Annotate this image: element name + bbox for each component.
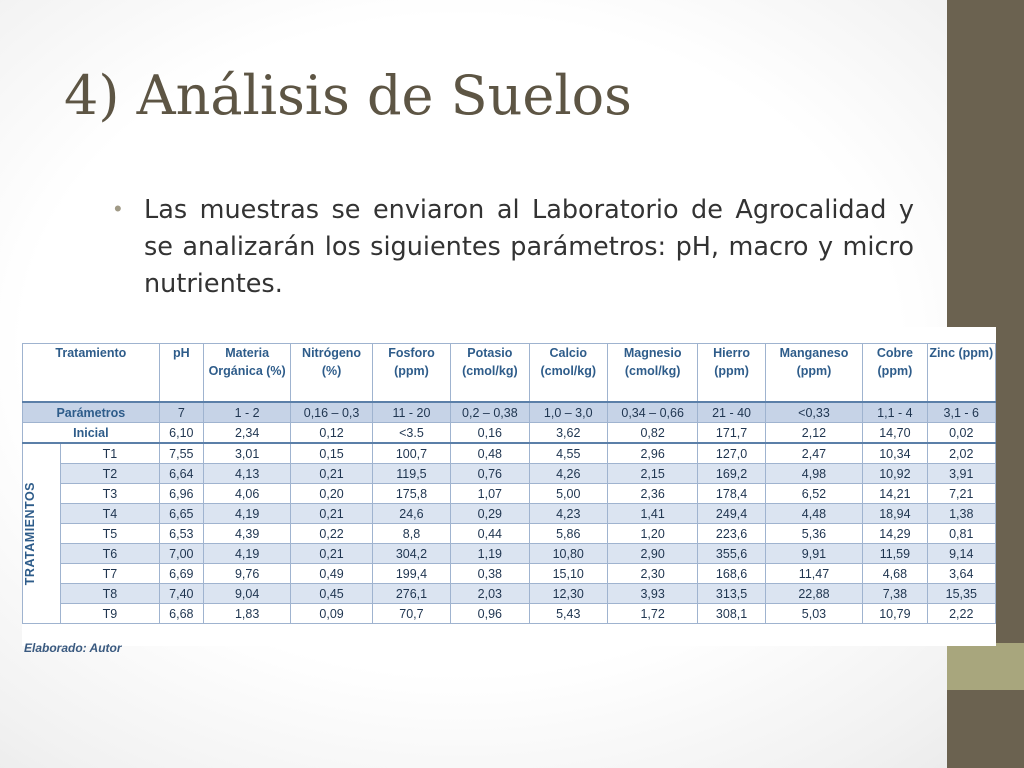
table-cell: 168,6 [698,564,765,584]
table-cell: 11,59 [863,544,927,564]
table-cell: 22,88 [765,584,862,604]
table-row [23,564,996,584]
treatment-name: T6 [61,544,160,564]
table-cell: 7,00 [159,544,203,564]
table-cell: 2,96 [607,443,697,464]
table-cell: 14,70 [863,423,927,444]
column-header: Nitrógeno (%) [291,344,372,403]
table-cell: 249,4 [698,504,765,524]
table-cell: 21 - 40 [698,402,765,423]
table-cell: 0,38 [451,564,529,584]
bullet-item [114,192,914,303]
table-cell: 313,5 [698,584,765,604]
treatment-name: T5 [61,524,160,544]
table-cell: 0,45 [291,584,372,604]
table-cell: 5,86 [529,524,607,544]
table-cell: <0,33 [765,402,862,423]
table-cell: 15,35 [927,584,995,604]
treatment-name: T7 [61,564,160,584]
table-cell: 7,38 [863,584,927,604]
table-cell: 355,6 [698,544,765,564]
table-cell: 2,22 [927,604,995,624]
table-cell: 4,98 [765,464,862,484]
table-cell: 0,21 [291,544,372,564]
table-cell: 1,20 [607,524,697,544]
treatment-name: T1 [61,443,160,464]
table-cell: 6,69 [159,564,203,584]
table-cell: 0,29 [451,504,529,524]
column-header: Zinc (ppm) [927,344,995,403]
table-cell: 0,16 [451,423,529,444]
table-cell: 5,03 [765,604,862,624]
table-cell: 5,43 [529,604,607,624]
table-cell: 2,02 [927,443,995,464]
table-cell: 169,2 [698,464,765,484]
table-row [23,544,996,564]
table-cell: 6,53 [159,524,203,544]
row-label: Parámetros [23,402,160,423]
table-cell: 5,00 [529,484,607,504]
table-cell: 0,15 [291,443,372,464]
table-cell: 0,81 [927,524,995,544]
table-cell: 15,10 [529,564,607,584]
table-cell: 1 - 2 [203,402,290,423]
table-cell: 2,47 [765,443,862,464]
table-cell: 4,19 [203,544,290,564]
table-cell: <3.5 [372,423,450,444]
row-label: Inicial [23,423,160,444]
table-cell: 308,1 [698,604,765,624]
table-cell: 0,22 [291,524,372,544]
table-cell: 1,41 [607,504,697,524]
table-cell: 0,21 [291,504,372,524]
table-cell: 14,29 [863,524,927,544]
table-cell: 0,48 [451,443,529,464]
column-header: Hierro (ppm) [698,344,765,403]
table-cell: 9,76 [203,564,290,584]
column-header: Tratamiento [23,344,160,403]
table-row [23,524,996,544]
table-cell: 4,26 [529,464,607,484]
column-header: Fosforo (ppm) [372,344,450,403]
table-cell: 9,04 [203,584,290,604]
table-cell: 3,62 [529,423,607,444]
treatment-name: T4 [61,504,160,524]
table-cell: 14,21 [863,484,927,504]
table-cell: 3,01 [203,443,290,464]
group-label-cell [23,443,61,624]
table-cell: 6,96 [159,484,203,504]
table-cell: 4,19 [203,504,290,524]
column-header: Cobre (ppm) [863,344,927,403]
table-cell: 6,65 [159,504,203,524]
table-cell: 1,07 [451,484,529,504]
table-cell: 2,34 [203,423,290,444]
table-cell: 2,12 [765,423,862,444]
table-cell: 127,0 [698,443,765,464]
table-row [23,584,996,604]
column-header: Calcio (cmol/kg) [529,344,607,403]
table-cell: 4,55 [529,443,607,464]
slide-title: 4) Análisis de Suelos [64,64,632,127]
bullet-dot-icon: • [114,196,122,221]
table-cell: 0,12 [291,423,372,444]
treatment-name: T3 [61,484,160,504]
soil-analysis-table-image [22,327,996,655]
table-cell: 0,96 [451,604,529,624]
table-cell: 0,16 – 0,3 [291,402,372,423]
params-row [23,402,996,423]
table-cell: 0,2 – 0,38 [451,402,529,423]
table-cell: 7,21 [927,484,995,504]
sidebar-accent-block [947,643,1024,690]
table-row [23,443,996,464]
table-row [23,484,996,504]
table-cell: 10,92 [863,464,927,484]
treatment-name: T2 [61,464,160,484]
table-cell: 1,72 [607,604,697,624]
table-cell: 119,5 [372,464,450,484]
table-cell: 8,8 [372,524,450,544]
table-row [23,464,996,484]
table-cell: 2,36 [607,484,697,504]
table-cell: 276,1 [372,584,450,604]
table-cell: 4,39 [203,524,290,544]
table-row [23,604,996,624]
table-cell: 12,30 [529,584,607,604]
column-header: Materia Orgánica (%) [203,344,290,403]
table-cell: 6,64 [159,464,203,484]
table-cell: 10,34 [863,443,927,464]
table-cell: 4,48 [765,504,862,524]
table-cell: 0,44 [451,524,529,544]
table-cell: 3,1 - 6 [927,402,995,423]
soil-analysis-table [22,343,996,624]
treatment-name: T9 [61,604,160,624]
table-cell: 2,03 [451,584,529,604]
table-cell: 6,52 [765,484,862,504]
table-cell: 0,20 [291,484,372,504]
table-cell: 178,4 [698,484,765,504]
table-cell: 0,34 – 0,66 [607,402,697,423]
table-cell: 2,15 [607,464,697,484]
table-cell: 11,47 [765,564,862,584]
treatment-name: T8 [61,584,160,604]
table-cell: 175,8 [372,484,450,504]
table-cell: 6,10 [159,423,203,444]
table-cell: 6,68 [159,604,203,624]
table-cell: 2,90 [607,544,697,564]
table-cell: 1,19 [451,544,529,564]
bullet-text: Las muestras se enviaron al Laboratorio de Agrocalidad y se analizarán los siguientes parámetros: pH, macro y micro nutrientes. [144,195,914,299]
table-cell: 0,82 [607,423,697,444]
table-cell: 11 - 20 [372,402,450,423]
table-cell: 3,91 [927,464,995,484]
table-cell: 24,6 [372,504,450,524]
initial-row [23,423,996,444]
table-cell: 1,0 – 3,0 [529,402,607,423]
table-footnote: Elaborado: Autor [24,641,122,655]
table-cell: 223,6 [698,524,765,544]
table-cell: 100,7 [372,443,450,464]
table-cell: 1,38 [927,504,995,524]
table-cell: 0,02 [927,423,995,444]
table-cell: 1,83 [203,604,290,624]
table-cell: 10,79 [863,604,927,624]
table-cell: 7,55 [159,443,203,464]
table-cell: 3,93 [607,584,697,604]
column-header: Magnesio (cmol/kg) [607,344,697,403]
table-cell: 304,2 [372,544,450,564]
table-cell: 199,4 [372,564,450,584]
column-header: Manganeso (ppm) [765,344,862,403]
table-cell: 18,94 [863,504,927,524]
table-cell: 171,7 [698,423,765,444]
table-cell: 1,1 - 4 [863,402,927,423]
table-cell: 7 [159,402,203,423]
group-label: TRATAMIENTOS [23,481,37,586]
table-cell: 3,64 [927,564,995,584]
table-cell: 0,21 [291,464,372,484]
table-cell: 7,40 [159,584,203,604]
table-cell: 0,49 [291,564,372,584]
table-cell: 2,30 [607,564,697,584]
table-cell: 0,09 [291,604,372,624]
table-cell: 70,7 [372,604,450,624]
table-cell: 10,80 [529,544,607,564]
table-cell: 5,36 [765,524,862,544]
table-cell: 9,14 [927,544,995,564]
table-cell: 4,68 [863,564,927,584]
table-header-row [23,344,996,403]
table-cell: 4,23 [529,504,607,524]
table-row [23,504,996,524]
table-cell: 0,76 [451,464,529,484]
table-cell: 4,06 [203,484,290,504]
table-cell: 4,13 [203,464,290,484]
column-header: pH [159,344,203,403]
column-header: Potasio (cmol/kg) [451,344,529,403]
table-cell: 9,91 [765,544,862,564]
